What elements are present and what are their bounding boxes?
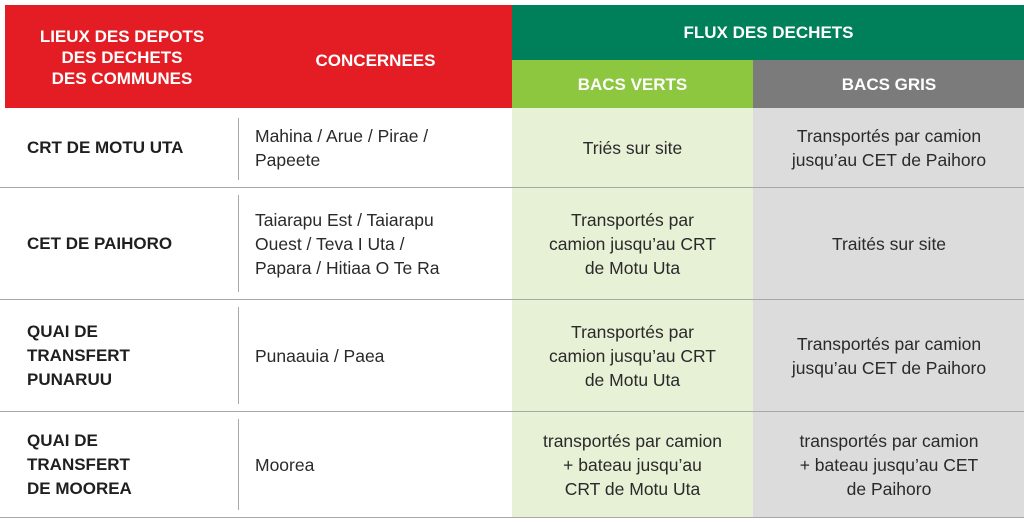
bacs-verts-label: Transportés par camion jusqu’au CRT de Motu Uta — [549, 210, 716, 278]
column-divider — [238, 307, 239, 404]
header-bacs-gris-text: BACS GRIS — [841, 74, 937, 94]
table-row-communes — [255, 108, 505, 188]
site-label: CET DE PAIHORO — [27, 234, 173, 253]
header-concernees-text: CONCERNEES — [315, 51, 436, 70]
communes-label: Taiarapu Est / Taiarapu Ouest / Teva I Uta / Papara / Hitiaa O Te Ra — [255, 210, 440, 278]
table-row-bacs-gris — [753, 108, 1024, 188]
table-row-communes — [255, 300, 505, 412]
bacs-gris-label: Transportés par camion jusqu’au CET de Paihoro — [791, 126, 987, 170]
bacs-verts-label: transportés par camion + bateau jusqu’au CRT de Motu Uta — [543, 431, 722, 499]
header-lieux-text: LIEUX DES DEPOTS DES DECHETS DES COMMUNES — [39, 27, 205, 88]
bacs-gris-label: Traités sur site — [831, 234, 947, 254]
table-row-bacs-gris — [753, 412, 1024, 518]
column-divider — [238, 195, 239, 292]
header-left-block — [5, 5, 512, 108]
table-row-bacs-verts — [512, 108, 753, 188]
table-row-bacs-gris — [753, 300, 1024, 412]
bacs-gris-label: Transportés par camion jusqu’au CET de Paihoro — [791, 334, 987, 378]
table-row-site — [27, 300, 232, 412]
table-row-communes — [255, 188, 505, 300]
table-row-site — [27, 188, 232, 300]
bacs-verts-label: Triés sur site — [582, 138, 683, 158]
header-lieux — [5, 5, 239, 108]
site-label: QUAI DE TRANSFERT PUNARUU — [27, 322, 130, 389]
header-bacs-verts — [512, 60, 753, 108]
table-row-bacs-verts — [512, 188, 753, 300]
table-row-site — [27, 412, 232, 518]
header-concernees — [239, 5, 512, 108]
table-row-site — [27, 108, 232, 188]
communes-label: Moorea — [255, 455, 315, 475]
communes-label: Mahina / Arue / Pirae / Papeete — [255, 126, 429, 170]
column-divider — [238, 118, 239, 180]
bacs-gris-label: transportés par camion + bateau jusqu’au CET de Paihoro — [799, 431, 979, 499]
header-flux — [512, 5, 1024, 60]
table-row-bacs-gris — [753, 188, 1024, 300]
site-label: CRT DE MOTU UTA — [27, 138, 184, 157]
header-flux-text: FLUX DES DECHETS — [683, 23, 854, 42]
table-row-bacs-verts — [512, 300, 753, 412]
header-bacs-gris — [753, 60, 1024, 108]
table-row-bacs-verts — [512, 412, 753, 518]
column-divider — [238, 419, 239, 510]
table-row-communes — [255, 412, 505, 518]
communes-label: Punaauia / Paea — [255, 346, 385, 366]
header-bacs-verts-text: BACS VERTS — [577, 74, 688, 94]
site-label: QUAI DE TRANSFERT DE MOOREA — [27, 431, 132, 498]
bacs-verts-label: Transportés par camion jusqu’au CRT de Motu Uta — [549, 322, 716, 390]
